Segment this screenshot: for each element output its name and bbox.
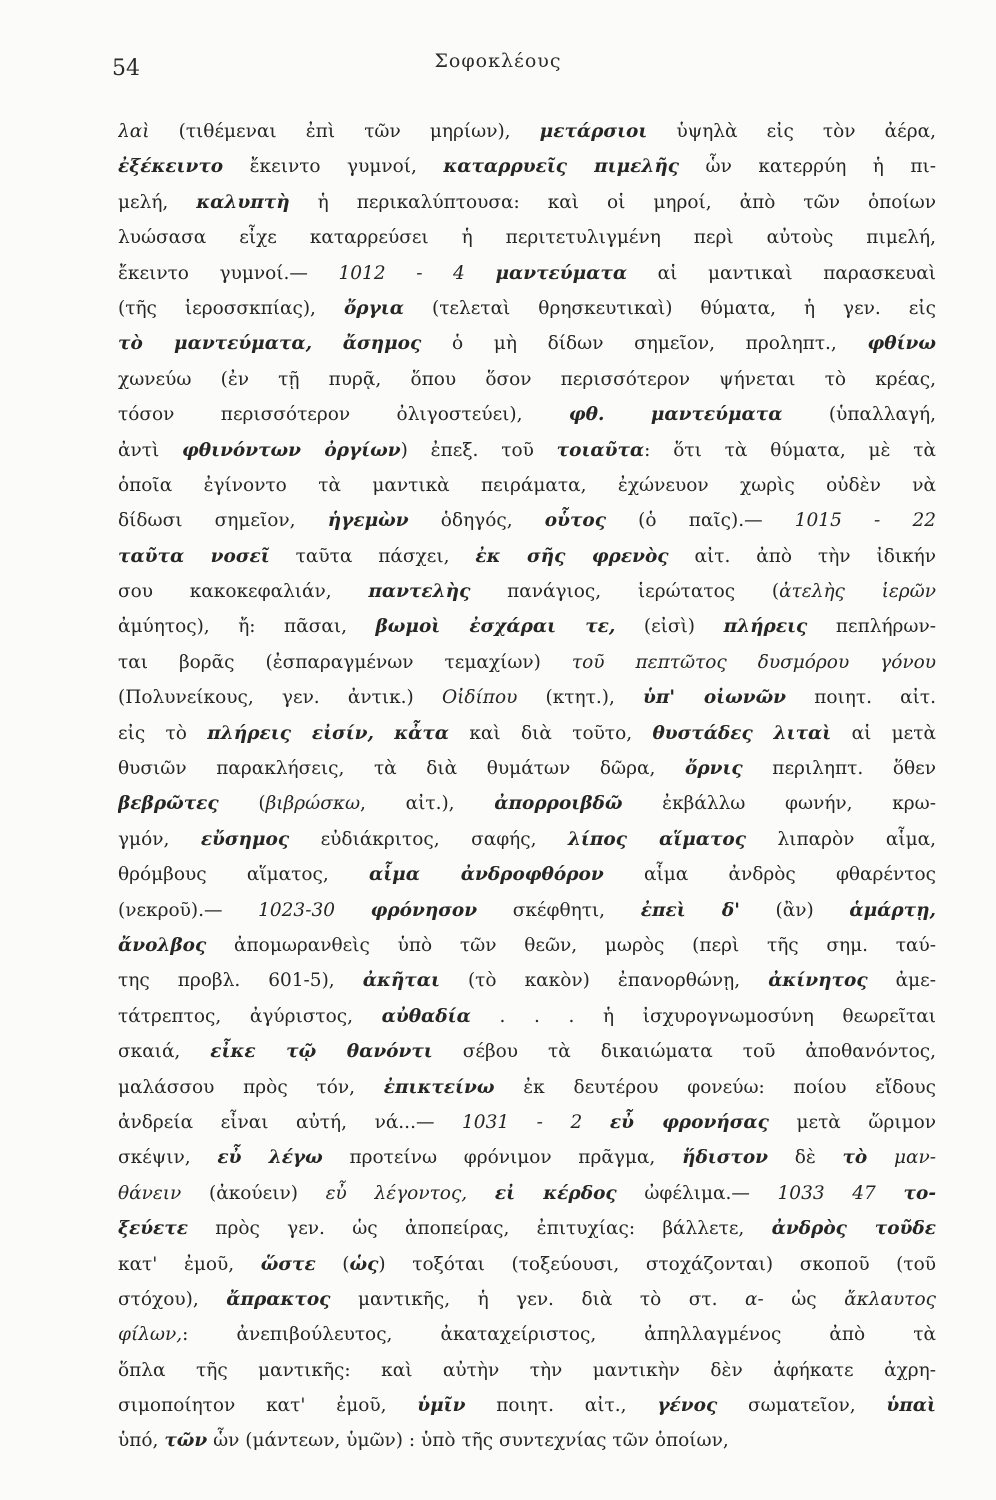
text-line — [118, 362, 936, 397]
lemma-term: τὸ — [842, 1147, 868, 1169]
lemma-term: ταῦτα νοσεῖ — [118, 545, 270, 567]
lemma-term: γένος — [657, 1395, 718, 1417]
gloss-text: σωματεῖον, — [717, 1395, 887, 1417]
text-line — [118, 433, 936, 468]
lemma-term: θυστάδες λιταὶ — [652, 722, 832, 744]
gloss-text: πανάγιος, ἱερώτατος ( — [470, 581, 780, 603]
text-line — [118, 857, 936, 892]
text-line — [118, 1353, 936, 1388]
text-line — [118, 1211, 936, 1246]
gloss-text: δὲ — [768, 1147, 843, 1169]
gloss-text: : ἀνεπιβούλευτος, ἀκαταχείριστος, ἀπηλλαγμένος ἀπὸ τὰ — [182, 1324, 936, 1346]
lemma-term: κἆτα — [394, 722, 450, 744]
gloss-text — [312, 333, 343, 354]
text-line — [118, 999, 936, 1034]
lemma-term: εἰ κέρδος — [494, 1182, 617, 1204]
text-line — [118, 1105, 936, 1140]
text-line — [118, 539, 936, 574]
gloss-text: πεπλήρων- — [807, 616, 936, 638]
lemma-term: ἐξέκειντο — [118, 156, 224, 178]
gloss-text: (εἰσὶ) — [615, 616, 724, 638]
italic-text: βιβρώσκω — [265, 793, 361, 815]
gloss-text: εἰς τὸ — [118, 722, 208, 744]
text-line — [118, 645, 936, 680]
gloss-text: σκέφθητι, — [477, 899, 641, 921]
gloss-text: ποιητ. αἰτ. — [786, 687, 936, 709]
gloss-text: αἱ μετὰ — [831, 722, 936, 744]
italic-text: 1023-30 — [258, 899, 335, 921]
gloss-text: (τῆς ἱεροσσκπίας), — [118, 297, 344, 319]
gloss-text: (τιθέμεναι ἐπὶ τῶν μηρίων), — [149, 121, 540, 142]
lemma-term: ἄσημος — [342, 333, 422, 355]
text-line — [118, 574, 936, 609]
gloss-text: : ὅτι τὰ θύματα, μὲ τὰ — [644, 439, 936, 461]
italic-text: τοῦ πεπτῶτος δυσμόρου γόνου — [571, 651, 936, 673]
text-line — [118, 1423, 936, 1458]
gloss-text: γμόν, — [118, 828, 201, 850]
gloss-text: καὶ διὰ τοῦτο, — [449, 722, 653, 744]
text-line — [118, 1282, 936, 1317]
lemma-term: εὖ φρονήσας — [609, 1111, 769, 1133]
italic-text: 1012 - 4 — [338, 262, 465, 284]
gloss-text: κατ' ἐμοῦ, — [118, 1253, 261, 1275]
text-line — [118, 716, 936, 751]
gloss-text — [374, 723, 394, 744]
text-line — [118, 291, 936, 326]
running-title: Σοφοκλέους — [434, 50, 562, 72]
gloss-text: ὑψηλὰ εἰς τὸν ἀέρα, — [647, 121, 936, 142]
lemma-term: πλήρεις εἰσίν, — [207, 722, 374, 744]
gloss-text: ὁποῖα ἐγίνοντο τὰ μαντικὰ πειράματα, ἐχώνευον χωρὶς οὐδὲν νὰ — [118, 474, 936, 496]
gloss-text: ) ἐπεξ. τοῦ — [400, 439, 557, 461]
lemma-term: φθ. — [568, 404, 605, 426]
gloss-text: ἀμύητος), ἤ: πᾶσαι, — [118, 616, 376, 638]
text-line — [118, 1388, 936, 1423]
gloss-text: ὧν (μάντεων, ὑμῶν) : ὑπὸ τῆς συντεχνίας τῶν ὁποίων, — [207, 1430, 729, 1452]
text-line — [118, 220, 936, 255]
gloss-text: αἷμα ἀνδρὸς φθαρέντος — [603, 864, 936, 886]
gloss-text: ται βορᾶς (ἐσπαραγμένων τεμαχίων) — [118, 651, 572, 673]
lemma-term: βεβρῶτες — [118, 793, 219, 815]
text-line — [118, 1070, 936, 1105]
gloss-text: (ἀκούειν) — [181, 1182, 326, 1204]
gloss-text: ( — [218, 793, 266, 815]
italic-text: φίλων, — [118, 1324, 183, 1346]
lemma-term: αἷμα ἀνδροφθόρον — [368, 864, 604, 886]
text-line — [118, 503, 936, 538]
gloss-text: ὡς — [763, 1288, 845, 1310]
gloss-text — [465, 263, 496, 284]
text-line — [118, 1176, 936, 1211]
text-line — [118, 326, 936, 361]
gloss-text: ὁδηγός, — [408, 510, 545, 532]
gloss-text: λιπαρὸν αἷμα, — [746, 828, 936, 850]
gloss-text: λυώσασα εἶχε καταρρεύσει ἡ περιτετυλιγμένη περὶ αὐτοὺς πιμελή, — [118, 227, 936, 249]
gloss-text: (τὸ κακὸν) ἐπανορθώνῃ, — [439, 970, 769, 992]
gloss-text: προτείνω φρόνιμον πρᾶγμα, — [322, 1147, 682, 1169]
lemma-term: ἐκ σῆς φρενὸς — [475, 545, 669, 567]
gloss-text: (ὁ παῖς).— — [606, 510, 795, 532]
lemma-term: ὄργια — [343, 297, 404, 319]
text-line — [118, 114, 936, 149]
italic-text: α- — [744, 1288, 764, 1310]
gloss-text: θυσιῶν παρακλήσεις, τὰ διὰ θυμάτων δῶρα, — [118, 758, 685, 780]
gloss-text: αἱ μαντικαὶ παρασκευαὶ — [627, 262, 936, 284]
commentary-text — [118, 114, 936, 1459]
lemma-term: ξεύετε — [118, 1218, 188, 1240]
gloss-text: , αἰτ.), — [360, 793, 495, 815]
gloss-text: σκέψιν, — [118, 1147, 218, 1169]
lemma-term: ἀκίνητος — [768, 970, 868, 992]
gloss-text: ἀντὶ — [118, 439, 183, 461]
lemma-term: ὑπ' οἰωνῶν — [643, 687, 787, 709]
lemma-term: αὐθαδία — [381, 1005, 471, 1027]
lemma-term: το- — [903, 1182, 936, 1204]
gloss-text: (ὑπαλλαγή, — [782, 404, 936, 426]
gloss-text: ἀνδρεία εἶναι αὐτή, νά...— — [118, 1111, 463, 1133]
gloss-text: ποιητ. αἰτ., — [465, 1395, 658, 1417]
gloss-text: μελή, — [118, 191, 197, 213]
italic-text: 1015 - 22 — [794, 510, 936, 532]
gloss-text: ὧν κατερρύη ἡ πι- — [679, 156, 936, 178]
gloss-text: τόσον περισσότερον ὀλιγοστεύει), — [118, 404, 569, 426]
lemma-term: ἡγεμὼν — [327, 510, 409, 532]
lemma-term: εὔσημος — [200, 828, 290, 850]
italic-text: θάνειν — [118, 1182, 182, 1204]
lemma-term: ὥστε — [260, 1253, 316, 1275]
gloss-text: ὠφέλιμα.— — [616, 1182, 778, 1204]
gloss-text: ἀμε- — [867, 970, 936, 992]
gloss-text: δίδωσι σημεῖον, — [118, 510, 328, 532]
lemma-term: ἐπικτείνω — [383, 1076, 495, 1098]
text-line — [118, 1140, 936, 1175]
page-number: 54 — [112, 56, 140, 81]
gloss-text: (Πολυνείκους, γεν. ἀντικ.) — [118, 687, 442, 709]
lemma-term: καλυπτὴ — [196, 191, 290, 213]
gloss-text: σου κακοκεφαλιάν, — [118, 581, 369, 603]
gloss-text: ταῦτα πάσχει, — [269, 545, 476, 567]
lemma-term: ἐπεὶ δ' — [640, 899, 740, 921]
lemma-term: οὗτος — [544, 510, 606, 532]
lemma-term: εὖ λέγω — [217, 1147, 323, 1169]
gloss-text: ἡ περικαλύπτουσα: καὶ οἱ μηροί, ἀπὸ τῶν ὁποίων — [289, 191, 936, 213]
text-line — [118, 751, 936, 786]
lemma-term: ἀνδρὸς τοῦδε — [771, 1218, 936, 1240]
gloss-text: μετὰ ὥριμον — [768, 1111, 936, 1133]
text-line — [118, 185, 936, 220]
gloss-text: ὁ μὴ δίδων σημεῖον, προληπτ., — [421, 333, 868, 355]
gloss-text: της προβλ. 601-5), — [118, 970, 363, 992]
text-line — [118, 397, 936, 432]
lemma-term: ἁμάρτῃ, — [849, 899, 936, 921]
gloss-text: ἐκ δευτέρου φονεύω: ποίου εἴδους — [494, 1076, 936, 1098]
lemma-term: ἥδιστον — [682, 1147, 769, 1169]
text-line — [118, 928, 936, 963]
text-line — [118, 963, 936, 998]
lemma-term: ὑπαὶ — [886, 1395, 936, 1417]
gloss-text: εὐδιάκριτος, σαφής, — [289, 828, 568, 850]
gloss-text: θρόμβους αἵματος, — [118, 864, 369, 886]
lemma-term: τὸ μαντεύματα, — [118, 333, 313, 355]
gloss-text: σιμοποίητον κατ' ἐμοῦ, — [118, 1395, 418, 1417]
italic-text: εὖ λέγοντος, — [325, 1182, 468, 1204]
gloss-text: (κτητ.), — [517, 687, 644, 709]
text-line — [118, 149, 936, 184]
italic-text: 1033 47 — [777, 1182, 876, 1204]
lemma-term: ἀκῆται — [362, 970, 440, 992]
gloss-text — [467, 1183, 495, 1204]
lemma-term: ἀπορροιβδῶ — [494, 793, 623, 815]
italic-text: 1031 - 2 — [462, 1111, 583, 1133]
gloss-text: (ἂν) — [739, 899, 850, 921]
text-line — [118, 1317, 936, 1352]
gloss-text: περιληπτ. ὅθεν — [742, 758, 936, 780]
gloss-text: ( — [315, 1253, 350, 1275]
italic-text: ἄκλαυτος — [844, 1288, 936, 1310]
lemma-term: εἶκε τῷ θανόντι — [210, 1041, 433, 1063]
italic-text: ἀτελὴς ἱερῶν — [779, 581, 936, 603]
gloss-text: ἐκβάλλω φωνήν, κρω- — [622, 793, 936, 815]
gloss-text: ἔκειντο γυμνοί.— — [118, 262, 339, 284]
lemma-term: φθίνω — [867, 333, 936, 355]
lemma-term: φθινόντων ὀργίων — [182, 439, 401, 461]
gloss-text: χωνεύω (ἐν τῇ πυρᾷ, ὅπου ὅσον περισσότερον ψήνεται τὸ κρέας, — [118, 368, 936, 390]
gloss-text: ἔκειντο γυμνοί, — [223, 156, 444, 178]
gloss-text — [876, 1183, 904, 1204]
gloss-text: στόχου), — [118, 1288, 227, 1310]
gloss-text: σέβου τὰ δικαιώματα τοῦ ἀποθανόντος, — [432, 1041, 936, 1063]
text-line — [118, 468, 936, 503]
italic-text: μαν- — [893, 1147, 936, 1169]
gloss-text: αἰτ. ἀπὸ τὴν ἰδικήν — [668, 545, 936, 567]
lemma-term: πλήρεις — [723, 616, 808, 638]
lemma-term: ὡς — [349, 1253, 379, 1275]
lemma-term: ἄπρακτος — [226, 1288, 331, 1310]
text-line — [118, 1034, 936, 1069]
lemma-term: μαντεύματα — [495, 262, 628, 284]
gloss-text: (τελεταὶ θρησκευτικαὶ) θύματα, ἡ γεν. εἰς — [403, 297, 936, 319]
lemma-term: βωμοὶ ἐσχάραι τε, — [375, 616, 616, 638]
text-line — [118, 609, 936, 644]
gloss-text: ) τοξόται (τοξεύουσι, στοχάζονται) σκοποῦ (τοῦ — [378, 1253, 936, 1275]
gloss-text — [867, 1147, 894, 1168]
lemma-term: τοιαῦτα — [556, 439, 645, 461]
text-line — [118, 256, 936, 291]
gloss-text: μαντικῆς, ἡ γεν. διὰ τὸ στ. — [330, 1288, 745, 1310]
lemma-term: ὑμῖν — [417, 1395, 466, 1417]
gloss-text: ἀπομωρανθεὶς ὑπὸ τῶν θεῶν, μωρὸς (περὶ τῆς σημ. ταύ- — [206, 934, 936, 956]
text-line — [118, 786, 936, 821]
lemma-term: μετάρσιοι — [539, 121, 648, 142]
gloss-text: πρὸς γεν. ὡς ἀποπείρας, ἐπιτυχίας: βάλλετε, — [187, 1218, 772, 1240]
gloss-text: μαλάσσου πρὸς τόν, — [118, 1076, 384, 1098]
italic-text: λαὶ — [118, 121, 150, 142]
gloss-text: σκαιά, — [118, 1041, 211, 1063]
lemma-term: παντελὴς — [368, 581, 471, 603]
text-line — [118, 822, 936, 857]
gloss-text — [604, 404, 650, 425]
text-line — [118, 893, 936, 928]
lemma-term: ὄρνις — [684, 758, 743, 780]
gloss-text: . . . ἡ ἰσχυρογνωμοσύνη θεωρεῖται — [470, 1005, 936, 1027]
gloss-text: (νεκροῦ).— — [118, 899, 259, 921]
gloss-text: ὅπλα τῆς μαντικῆς: καὶ αὐτὴν τὴν μαντικὴν δὲν ἀφήκατε ἀχρη- — [118, 1359, 936, 1381]
italic-text: Οἰδίπου — [441, 687, 518, 709]
lemma-term: μαντεύματα — [650, 404, 783, 426]
lemma-term: λίπος αἵματος — [567, 828, 747, 850]
gloss-text — [582, 1112, 610, 1133]
gloss-text — [335, 900, 371, 921]
lemma-term: ἄνολβος — [118, 934, 207, 956]
text-line — [118, 680, 936, 715]
gloss-text: ὑπό, — [118, 1430, 165, 1452]
lemma-term: καταρρυεῖς πιμελῆς — [443, 156, 680, 178]
text-line — [118, 1247, 936, 1282]
gloss-text: τάτρεπτος, ἀγύριστος, — [118, 1005, 382, 1027]
lemma-term: τῶν — [164, 1430, 208, 1452]
lemma-term: φρόνησον — [370, 899, 478, 921]
